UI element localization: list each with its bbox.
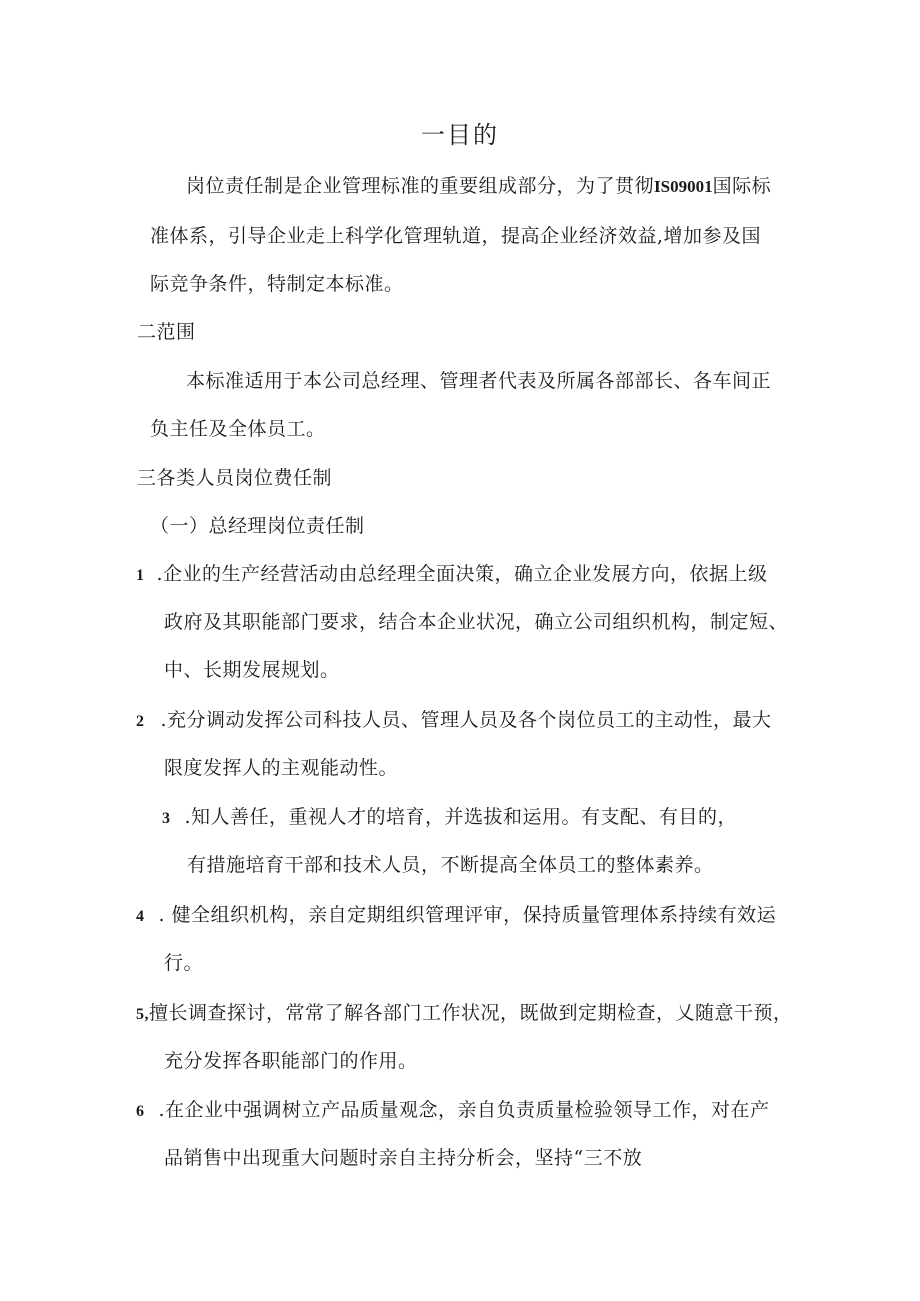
iso-code: IS09001: [654, 177, 713, 196]
list-item-6-line-2: 品销售中出现重大问题时亲自主持分析会，坚持“三不放: [164, 1147, 643, 1169]
item-text: 擅长调查探讨，常常了解各部门工作状况，既做到定期检查，乂随意干预，: [149, 1002, 793, 1024]
list-item-1-line-2: 政府及其职能部门要求，结合本企业状况，确立公司组织机构，制定短、: [164, 611, 789, 633]
list-item-5-line-2: 充分发挥各职能部门的作用。: [164, 1050, 418, 1072]
subheading-gm: （一）总经理岗位责任制: [150, 515, 365, 537]
purpose-line-2: 准体系，引导企业走上科学化管理轨道，提高企业经济效益,增加参及国: [150, 225, 762, 247]
section-heading-responsibilities: 三各类人员岗位费任制: [137, 467, 333, 489]
item-number: 5,: [136, 1006, 149, 1023]
list-item-6-line-1: [136, 1098, 770, 1124]
item-text: . 健全组织机构，亲自定期组织管理评审，保持质量管理体系持续有效运: [158, 904, 777, 926]
item-text: .知人善任，重视人才的培育，并选拔和运用。有支配、有目的，: [184, 806, 738, 828]
scope-line-2: 负主任及全体员工。: [150, 418, 326, 440]
item-text: .在企业中强调树立产品质量观念，亲自负责质量检验领导工作，对在产: [158, 1099, 770, 1121]
item-number: 2: [136, 713, 145, 730]
purpose-line-1a: 岗位责任制是企业管理标准的重要组成部分，为了贯彻: [186, 175, 655, 197]
item-number: 6: [136, 1103, 145, 1120]
section-title-purpose: 一目的: [421, 121, 499, 149]
item-number: 3: [162, 810, 171, 827]
item-text: .充分调动发挥公司科技人员、管理人员及各个岗位员工的主动性，最大: [160, 709, 772, 731]
purpose-line-1: [186, 174, 771, 199]
list-item-3-line-2: 有措施培育干部和技术人员，不断提高全体员工的整体素养。: [187, 854, 714, 876]
list-item-4-line-1: [136, 903, 776, 929]
list-item-4-line-2: 行。: [164, 952, 204, 974]
item-number: 1: [136, 567, 145, 584]
item-text: .企业的生产经营活动由总经理全面决策，确立企业发展方向，依据上级: [156, 563, 768, 585]
item-number: 4: [136, 908, 145, 925]
scope-line-1: 本标准适用于本公司总经理、管理者代表及所属各部部长、各车间正: [186, 370, 772, 392]
list-item-2-line-2: 限度发挥人的主观能动性。: [164, 757, 399, 779]
list-item-5-line-1: [136, 1001, 793, 1027]
list-item-1-line-3: 中、长期发展规划。: [164, 659, 340, 681]
purpose-line-1b: 国际标: [712, 175, 772, 197]
list-item-1-line-1: [136, 562, 768, 588]
purpose-line-3: 际竞争条件，特制定本标准。: [150, 273, 404, 295]
section-heading-scope: 二范围: [137, 321, 196, 343]
list-item-3-line-1: [162, 805, 737, 831]
list-item-2-line-1: [136, 708, 772, 734]
